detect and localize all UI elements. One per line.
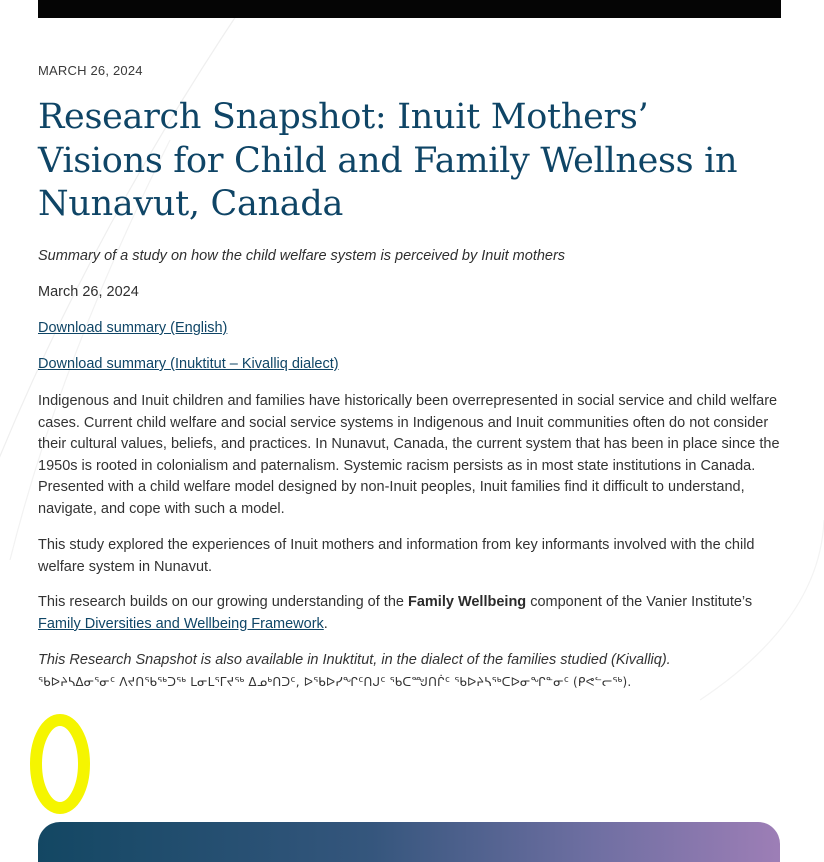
page-title: Research Snapshot: Inuit Mothers’ Visions for Child and Family Wellness in Nunavut, Canada (38, 97, 738, 224)
paragraph-study: This study explored the experiences of Inuit mothers and information from key informants involved with the child welfare system in Nunavut. (38, 537, 755, 575)
paragraph-framework-text-middle: component of the Vanier Institute’s (526, 594, 753, 610)
download-summary-english-link[interactable]: Download summary (English) (38, 320, 228, 336)
paragraph-framework (38, 592, 783, 635)
paragraph-inuktitut-syllabics: ᖃᐅᔨᓴᐃᓂᕐᓂᑦ ᐱᔪᑎᖃᖅᑐᖅ ᒪᓂᒪᕐᒥᔪᖅ ᐃᓄᒃᑎᑐᑦ, ᐅᖃᐅᓯᖏᑦᑎᒍᑦ ᖃᑕᙳᑎᒌᑦ ᖃᐅᔨᓴᖅᑕᐅᓂᖏᓐᓂᑦ (ᑭᕙᓪᓕᖅ). (38, 675, 632, 689)
header-bar (38, 0, 781, 18)
family-wellbeing-bold: Family Wellbeing (407, 594, 527, 610)
framework-link[interactable]: Family Diversities and Wellbeing Framework (38, 615, 324, 632)
paragraph-framework-end: . (323, 615, 328, 632)
paragraph-background: Indigenous and Inuit children and families have historically been overrepresented in social service and child welfare cases. Current child welfare and social service systems in Indigenous and Inuit communities often do not consider their cultural values, beliefs, and practices. In Nunavut, Canada, the current system that has been in place since the 1950s is rooted in colonialism and paternalism. Systemic racism persists as in most state institutions in Canada. Presented with a child welfare model designed by non-Inuit peoples, Inuit families find it difficult to understand, navigate, and cope with such a model. (38, 393, 780, 517)
publish-date-label: MARCH 26, 2024 (38, 63, 143, 78)
article-subtitle: Summary of a study on how the child welfare system is perceived by Inuit mothers (38, 248, 566, 264)
footer-banner (38, 822, 780, 862)
paragraph-framework-text: This research builds on our growing understanding of the (38, 594, 408, 610)
article-date: March 26, 2024 (38, 284, 139, 300)
yellow-circle-annotation (24, 708, 104, 820)
download-summary-inuktitut-link[interactable]: Download summary (Inuktitut – Kivalliq dialect) (38, 356, 339, 372)
paragraph-inuktitut-note: This Research Snapshot is also available in Inuktitut, in the dialect of the families studied (Kivalliq). (38, 652, 671, 668)
